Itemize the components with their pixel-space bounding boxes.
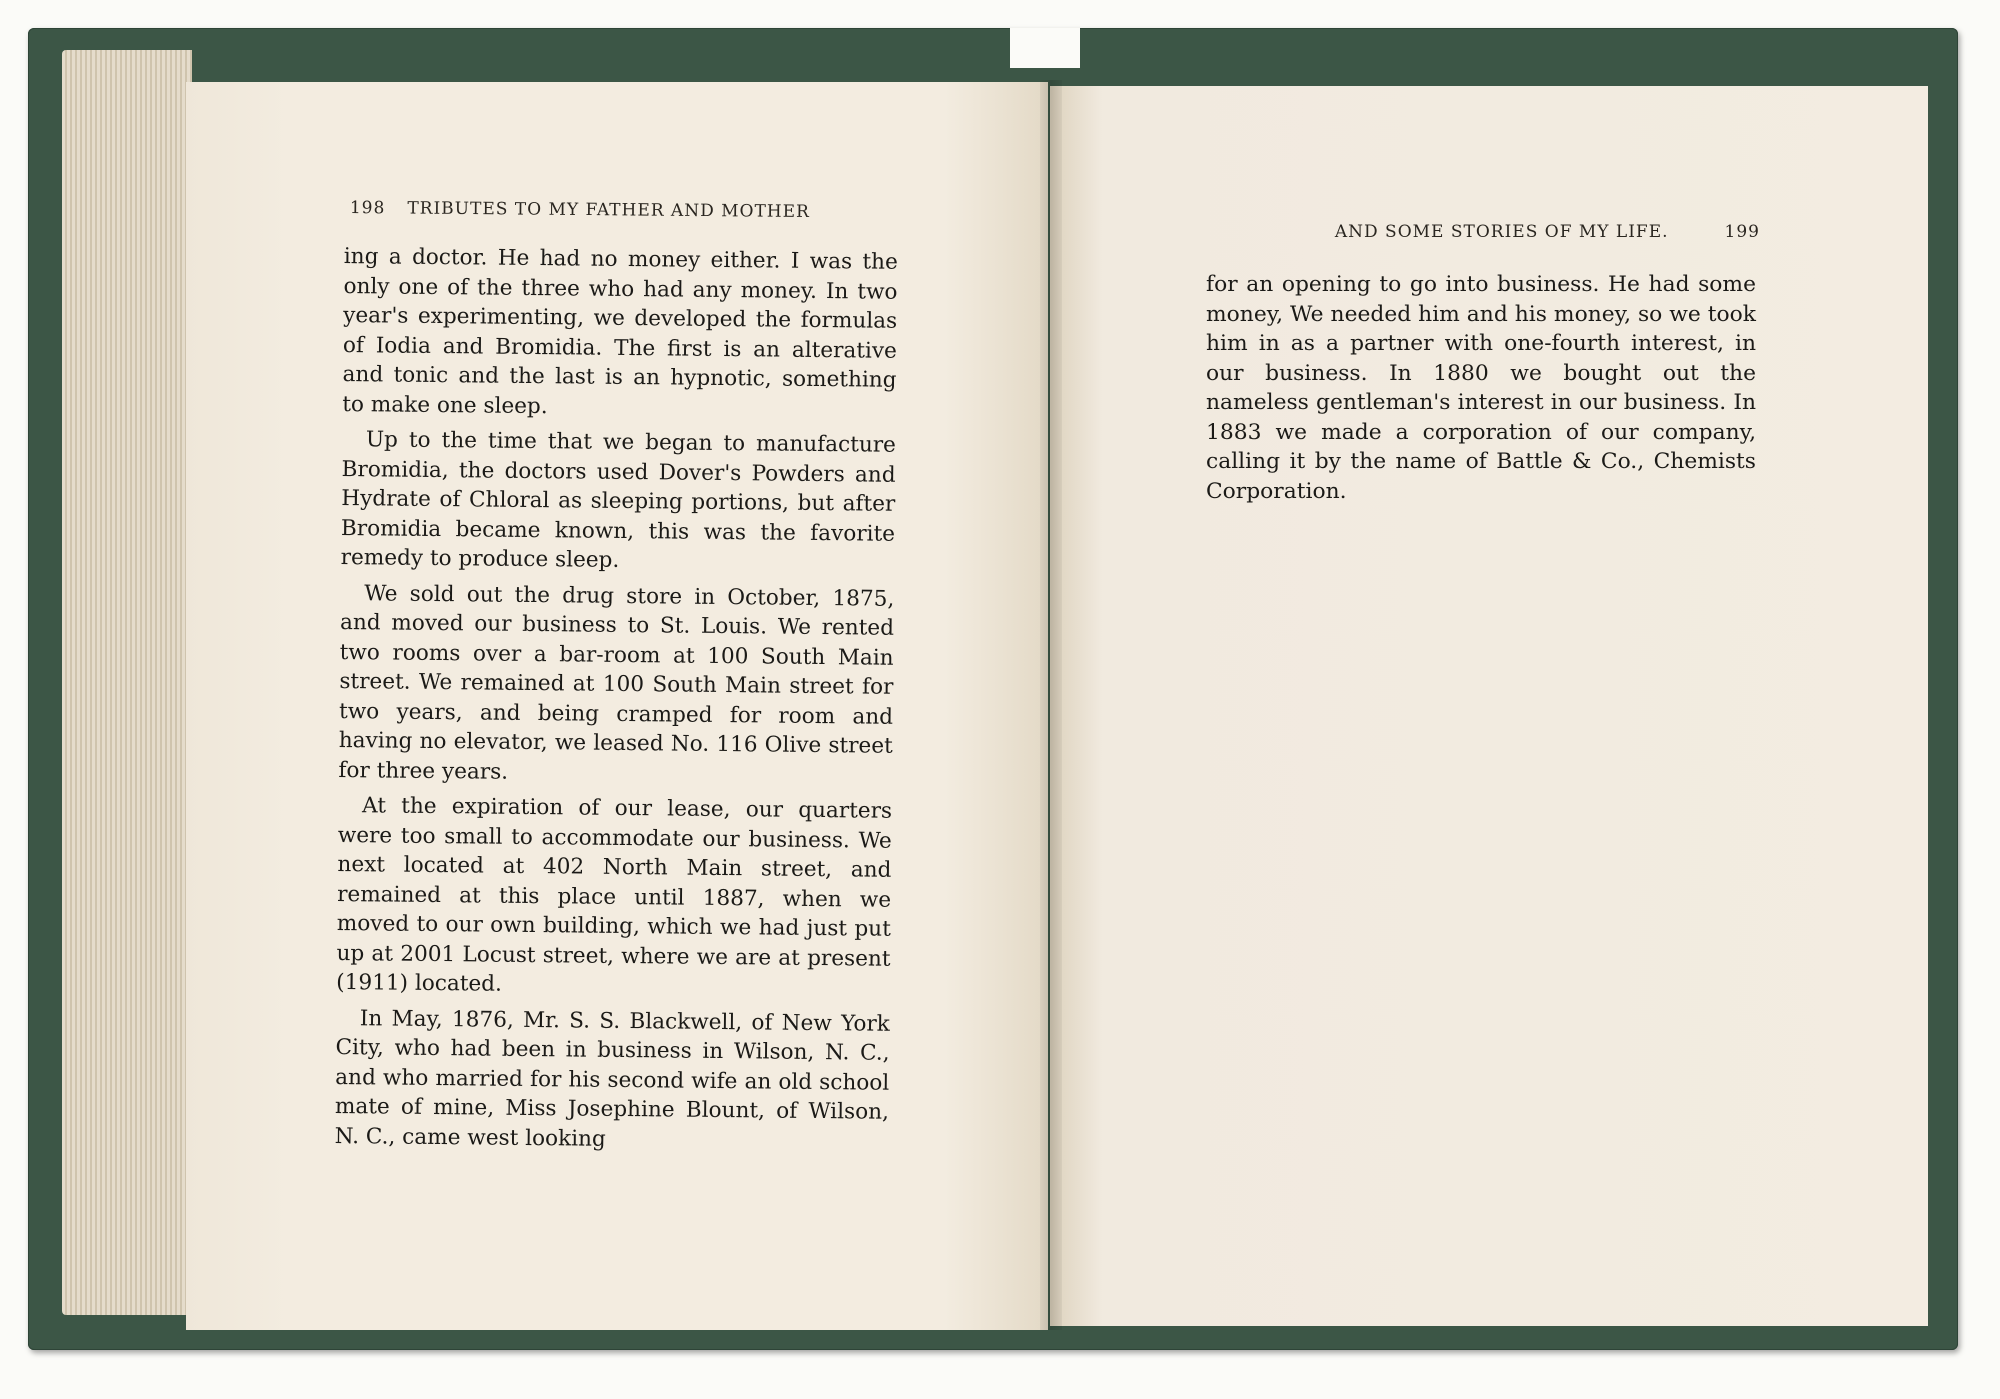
right-running-head xyxy=(1335,222,1760,242)
book-gutter xyxy=(1040,80,1062,1330)
paragraph: In May, 1876, Mr. S. S. Blackwell, of New York City, who had been in business in Wilson, N. C., and who married for his second wife an old school mate of mine, Miss Josephine Blount, of Wilson, N. C., came west looking xyxy=(334,1005,890,1152)
spine-top xyxy=(1010,28,1080,68)
left-head-title: TRIBUTES TO MY FATHER AND MOTHER xyxy=(407,198,810,223)
paragraph: ing a doctor. He had no money either. I was the only one of the three who had any money. In two year's experimenting, we developed the formulas of Iodia and Bromidia. The first is an alterative and tonic and the last is an hypnotic, something to make one sleep. xyxy=(342,243,898,419)
right-head-title: AND SOME STORIES OF MY LIFE. xyxy=(1334,222,1669,242)
right-page-text xyxy=(1206,270,1756,512)
left-page-text xyxy=(334,242,898,1163)
paragraph: We sold out the drug store in October, 1875, and moved our business to St. Louis. We rented two rooms over a bar-room at 100 South Main street. We remained at 100 South Main street for two years, and being cramped for room and having no elevator, we leased No. 116 Olive street for three years. xyxy=(338,580,895,785)
paragraph: for an opening to go into business. He had some money, We needed him and his money, so we took him in as a partner with one-fourth interest, in our business. In 1880 we bought out the nameless gentleman's interest in our business. In 1883 we made a corporation of our company, calling it by the name of Battle & Co., Chemists Corporation. xyxy=(1206,272,1756,504)
right-page-number: 199 xyxy=(1724,222,1760,242)
paragraph: At the expiration of our lease, our quarters were too small to accommodate our business. We next located at 402 North Main street, and remained at this place until 1887, when we moved to our own building, which we had just put up at 2001 Locust street, where we are at present (1911) located. xyxy=(336,793,893,997)
paragraph: Up to the time that we began to manufacture Bromidia, the doctors used Dover's Powders and Hydrate of Chloral as sleeping portions, but after Bromidia became known, this was the favorite remedy to produce sleep. xyxy=(340,427,897,573)
left-running-head xyxy=(350,198,810,222)
page-edges xyxy=(62,50,192,1315)
left-page-number: 198 xyxy=(349,198,386,219)
